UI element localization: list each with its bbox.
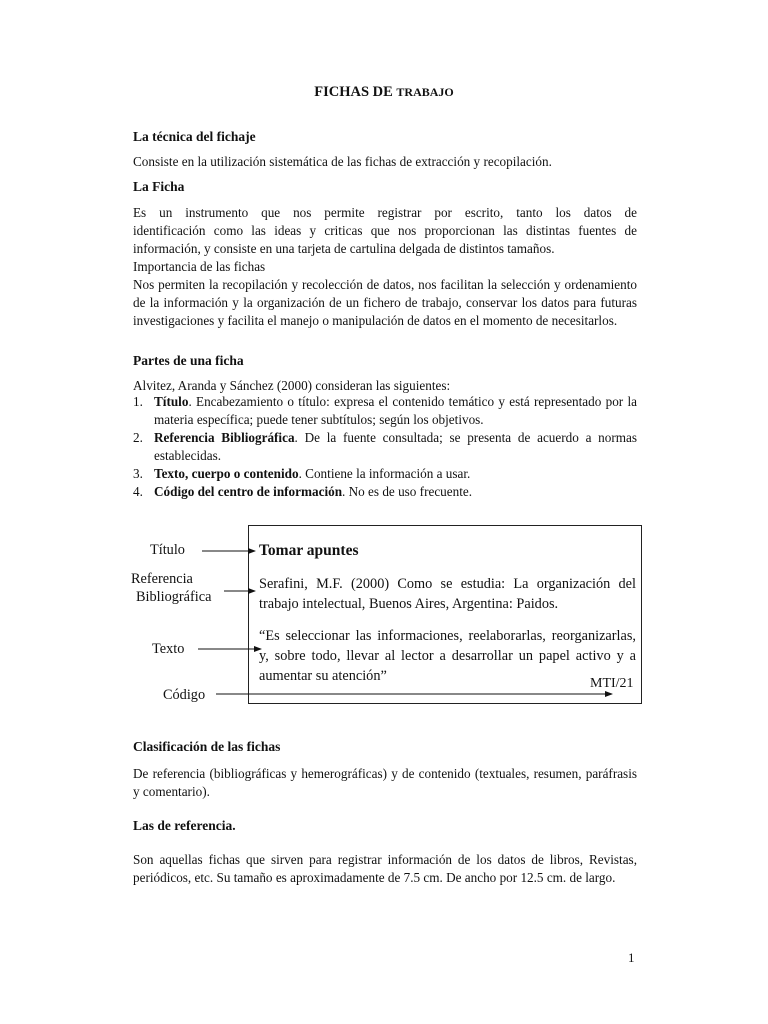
list-number: 1. bbox=[133, 394, 143, 409]
card-code: MTI/21 bbox=[590, 676, 634, 691]
list-item-term: Título bbox=[154, 394, 189, 409]
list-item-text: . De la fuente consultada; se presenta de acuerdo a normas establecidas. bbox=[154, 430, 637, 463]
list-item-text: . Contiene la información a usar. bbox=[298, 466, 471, 481]
paragraph-ficha-line-3: información, y consiste en una tarjeta de cartulina delgada de distintos tamaños. bbox=[133, 241, 555, 256]
label-codigo: Código bbox=[163, 687, 206, 703]
card-text: “Es seleccionar las informaciones, reelaborarlas, reorganizarlas, y, sobre todo, llevar al lector a desarrollar un papel activo y a aumentar su atención” bbox=[259, 628, 636, 684]
card-title: Tomar apuntes bbox=[259, 542, 359, 559]
paragraph-clasificacion: De referencia (bibliográficas y hemerográficas) y de contenido (textuales, resumen, paráfrasis y comentario). bbox=[133, 766, 637, 799]
title-text: FICHAS DE bbox=[314, 84, 397, 100]
paragraph-referencia: Son aquellas fichas que sirven para registrar información de los datos de libros, Revistas, periódicos, etc. Su tamaño es aproximadamente de 7.5 cm. De ancho por 12.5 cm. de largo. bbox=[133, 852, 637, 885]
label-referencia: Referencia bbox=[131, 571, 193, 587]
heading-clasificacion: Clasificación de las fichas bbox=[133, 739, 281, 754]
label-texto: Texto bbox=[152, 641, 185, 657]
paragraph-importancia: Nos permiten la recopilación y recolección de datos, nos facilitan la selección y ordenamiento de la información y la organización de un fichero de trabajo, conservar los datos para futuras investigaciones y facilita el manejo o manipulación de datos en el momento de necesitarlos. bbox=[133, 277, 637, 328]
list-item-term: Código del centro de información bbox=[154, 484, 343, 499]
list-item-term: Referencia Bibliográfica bbox=[154, 430, 295, 445]
paragraph-ficha-line-2: identificación como las ideas y criticas que nos proporcionan las distintas fuentes de bbox=[133, 223, 637, 238]
subheading-importancia: Importancia de las fichas bbox=[133, 259, 266, 274]
list-item-text: . Encabezamiento o título: expresa el contenido temático y está representado por la materia específica; puede tener subtítulos; según los objetivos. bbox=[154, 394, 637, 427]
list-number: 3. bbox=[133, 466, 143, 481]
label-titulo: Título bbox=[150, 542, 185, 558]
heading-referencia: Las de referencia. bbox=[133, 818, 236, 833]
list-number: 4. bbox=[133, 484, 143, 499]
paragraph-alvitez: Alvitez, Aranda y Sánchez (2000) consideran las siguientes: bbox=[133, 378, 451, 393]
heading-partes: Partes de una ficha bbox=[133, 353, 244, 368]
list-item-term: Texto, cuerpo o contenido bbox=[154, 466, 299, 481]
list-number: 2. bbox=[133, 430, 143, 445]
list-item-text: . No es de uso frecuente. bbox=[342, 484, 473, 499]
label-bibliografica: Bibliográfica bbox=[136, 589, 212, 605]
heading-tecnica: La técnica del fichaje bbox=[133, 129, 256, 144]
paragraph-ficha-line-1: Es un instrumento que nos permite registrar por escrito, tanto los datos de bbox=[133, 205, 637, 220]
heading-ficha: La Ficha bbox=[133, 179, 185, 194]
title-smallcaps-text: TRABAJO bbox=[396, 85, 454, 99]
paragraph-tecnica: Consiste en la utilización sistemática de las fichas de extracción y recopilación. bbox=[133, 154, 552, 169]
page-number: 1 bbox=[628, 950, 635, 965]
card-reference: Serafini, M.F. (2000) Como se estudia: La organización del trabajo intelectual, Buenos Aires, Argentina: Paidos. bbox=[259, 576, 636, 612]
